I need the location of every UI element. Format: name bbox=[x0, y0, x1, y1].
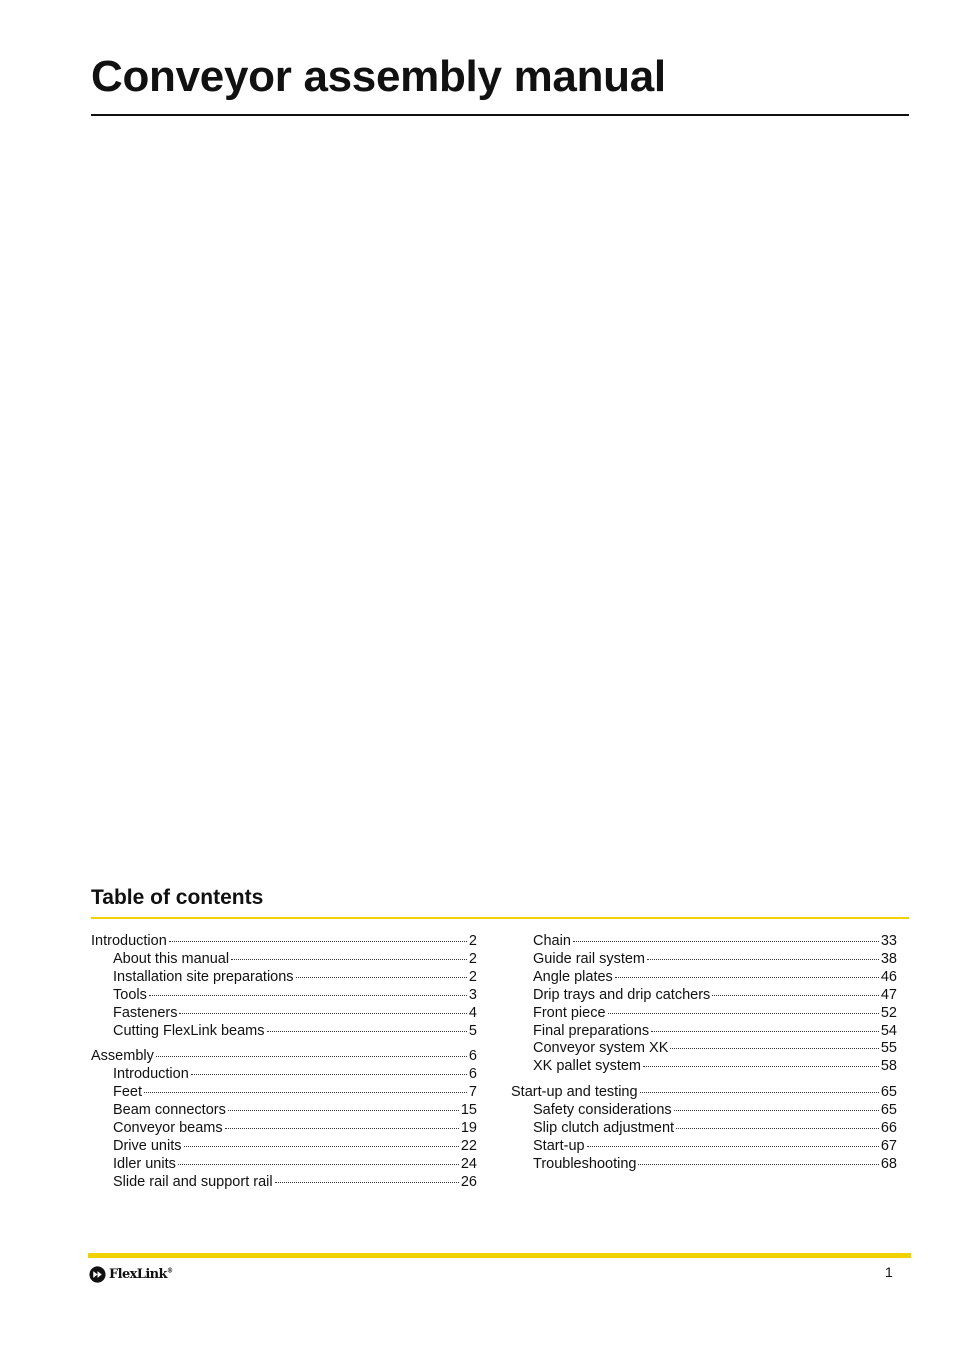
toc-subentry[interactable] bbox=[91, 969, 477, 987]
toc-entry-label: Cutting FlexLink beams bbox=[113, 1022, 265, 1039]
toc-column-left bbox=[91, 933, 477, 1200]
toc-dot-leader bbox=[231, 959, 467, 960]
toc-entry-page: 2 bbox=[468, 968, 477, 985]
toc-entry-page: 66 bbox=[880, 1120, 897, 1137]
toc-dot-leader bbox=[670, 1048, 878, 1049]
toc-entry-label: Start-up and testing bbox=[511, 1084, 638, 1101]
toc-entry-page: 4 bbox=[468, 1004, 477, 1021]
toc-dot-leader bbox=[184, 1146, 459, 1147]
toc-dot-leader bbox=[638, 1164, 878, 1165]
toc-entry-label: Beam connectors bbox=[113, 1102, 226, 1119]
toc-column-right bbox=[511, 933, 897, 1182]
toc-dot-leader bbox=[676, 1128, 879, 1129]
toc-entry-page: 19 bbox=[460, 1120, 477, 1137]
toc-section bbox=[91, 933, 477, 1040]
toc-entry-label: Tools bbox=[113, 986, 147, 1003]
toc-entry-page: 65 bbox=[880, 1084, 897, 1101]
toc-entry-page: 22 bbox=[460, 1137, 477, 1154]
toc-entry-page: 6 bbox=[468, 1048, 477, 1065]
toc-subentry[interactable] bbox=[91, 1102, 477, 1120]
toc-entry-page: 7 bbox=[468, 1084, 477, 1101]
page-title: Conveyor assembly manual bbox=[91, 52, 666, 101]
toc-section bbox=[511, 1084, 897, 1174]
brand-logo bbox=[89, 1265, 172, 1283]
toc-entry-page: 52 bbox=[880, 1004, 897, 1021]
toc-subentry[interactable] bbox=[511, 1138, 897, 1156]
toc-dot-leader bbox=[179, 1013, 466, 1014]
toc-entry-page: 47 bbox=[880, 986, 897, 1003]
toc-entry-label: Fasteners bbox=[113, 1004, 178, 1021]
flexlink-logo-icon bbox=[89, 1266, 106, 1283]
toc-entry-page: 33 bbox=[880, 933, 897, 949]
toc-entry-label: Angle plates bbox=[533, 968, 613, 985]
toc-entry-label: Assembly bbox=[91, 1048, 154, 1065]
toc-dot-leader bbox=[267, 1031, 467, 1032]
toc-subentry[interactable] bbox=[511, 1058, 897, 1076]
toc-dot-leader bbox=[296, 977, 467, 978]
toc-section bbox=[511, 933, 897, 1076]
toc-subentry[interactable] bbox=[91, 1174, 477, 1192]
toc-dot-leader bbox=[156, 1056, 467, 1057]
toc-dot-leader bbox=[712, 995, 879, 996]
toc-dot-leader bbox=[191, 1074, 467, 1075]
toc-heading: Table of contents bbox=[91, 886, 264, 909]
toc-entry-page: 2 bbox=[468, 933, 477, 949]
toc-section bbox=[91, 1048, 477, 1191]
toc-entry-label: Installation site preparations bbox=[113, 968, 294, 985]
footer-divider bbox=[88, 1253, 911, 1258]
toc-dot-leader bbox=[615, 977, 879, 978]
toc-divider bbox=[91, 917, 909, 919]
toc-subentry[interactable] bbox=[91, 1005, 477, 1023]
toc-entry-label: XK pallet system bbox=[533, 1058, 641, 1075]
toc-subentry[interactable] bbox=[511, 1023, 897, 1041]
toc-entry[interactable] bbox=[511, 1084, 897, 1102]
toc-entry-page: 38 bbox=[880, 950, 897, 967]
toc-subentry[interactable] bbox=[91, 1066, 477, 1084]
toc-entry-label: Guide rail system bbox=[533, 950, 646, 967]
toc-dot-leader bbox=[587, 1146, 879, 1147]
title-divider bbox=[91, 114, 909, 116]
toc-entry-label: Feet bbox=[113, 1084, 143, 1101]
toc-entry-page: 58 bbox=[880, 1058, 897, 1075]
toc-entry-label: Slide rail and support rail bbox=[113, 1173, 273, 1190]
toc-subentry[interactable] bbox=[511, 1005, 897, 1023]
page-number: 1 bbox=[885, 1264, 893, 1280]
toc-subentry[interactable] bbox=[91, 1120, 477, 1138]
toc-dot-leader bbox=[228, 1110, 459, 1111]
toc-subentry[interactable] bbox=[91, 1156, 477, 1174]
toc-entry-label: Drip trays and drip catchers bbox=[533, 986, 711, 1003]
toc-subentry[interactable] bbox=[511, 1156, 897, 1174]
toc-subentry[interactable] bbox=[511, 1120, 897, 1138]
toc-subentry[interactable] bbox=[511, 1102, 897, 1120]
trademark-mark: ® bbox=[166, 1267, 173, 1275]
toc-dot-leader bbox=[144, 1092, 467, 1093]
toc-subentry[interactable] bbox=[511, 987, 897, 1005]
toc-subentry[interactable] bbox=[511, 1040, 897, 1058]
toc-dot-leader bbox=[674, 1110, 879, 1111]
toc-subentry[interactable] bbox=[91, 951, 477, 969]
toc-subentry[interactable] bbox=[511, 933, 897, 951]
toc-entry-label: Troubleshooting bbox=[533, 1155, 637, 1172]
toc-subentry[interactable] bbox=[91, 987, 477, 1005]
toc-entry[interactable] bbox=[91, 933, 477, 951]
toc-entry-label: Conveyor system XK bbox=[533, 1040, 669, 1057]
toc-subentry[interactable] bbox=[511, 969, 897, 987]
toc-subentry[interactable] bbox=[511, 951, 897, 969]
toc-dot-leader bbox=[573, 941, 879, 942]
toc-entry-label: Idler units bbox=[113, 1155, 176, 1172]
toc-entry-label: Introduction bbox=[91, 933, 167, 949]
toc-dot-leader bbox=[149, 995, 467, 996]
toc-entry-label: Introduction bbox=[113, 1066, 189, 1083]
toc-entry-page: 26 bbox=[460, 1173, 477, 1190]
toc-entry-page: 68 bbox=[880, 1155, 897, 1172]
toc-dot-leader bbox=[275, 1182, 459, 1183]
toc-entry-label: Front piece bbox=[533, 1004, 606, 1021]
toc-entry-page: 2 bbox=[468, 950, 477, 967]
toc-entry-label: Slip clutch adjustment bbox=[533, 1120, 675, 1137]
toc-subentry[interactable] bbox=[91, 1023, 477, 1041]
toc-dot-leader bbox=[651, 1031, 879, 1032]
toc-subentry[interactable] bbox=[91, 1084, 477, 1102]
toc-subentry[interactable] bbox=[91, 1138, 477, 1156]
toc-entry-label: Start-up bbox=[533, 1137, 585, 1154]
toc-dot-leader bbox=[608, 1013, 879, 1014]
toc-entry-label: Chain bbox=[533, 933, 571, 949]
toc-entry-label: About this manual bbox=[113, 950, 230, 967]
toc-dot-leader bbox=[640, 1092, 879, 1093]
toc-entry[interactable] bbox=[91, 1048, 477, 1066]
toc-dot-leader bbox=[643, 1066, 879, 1067]
toc-entry-page: 65 bbox=[880, 1102, 897, 1119]
toc-entry-page: 55 bbox=[880, 1040, 897, 1057]
toc-entry-page: 46 bbox=[880, 968, 897, 985]
toc-dot-leader bbox=[225, 1128, 459, 1129]
toc-entry-label: Drive units bbox=[113, 1137, 182, 1154]
toc-dot-leader bbox=[647, 959, 879, 960]
toc-dot-leader bbox=[169, 941, 467, 942]
toc-entry-page: 3 bbox=[468, 986, 477, 1003]
toc-entry-label: Final preparations bbox=[533, 1022, 650, 1039]
toc-entry-label: Conveyor beams bbox=[113, 1120, 223, 1137]
toc-entry-page: 24 bbox=[460, 1155, 477, 1172]
toc-dot-leader bbox=[178, 1164, 459, 1165]
toc-entry-label: Safety considerations bbox=[533, 1102, 672, 1119]
toc-entry-page: 6 bbox=[468, 1066, 477, 1083]
toc-entry-page: 54 bbox=[880, 1022, 897, 1039]
brand-name: FlexLink® bbox=[109, 1266, 173, 1282]
toc-entry-page: 15 bbox=[460, 1102, 477, 1119]
toc-entry-page: 67 bbox=[880, 1137, 897, 1154]
toc-entry-page: 5 bbox=[468, 1022, 477, 1039]
